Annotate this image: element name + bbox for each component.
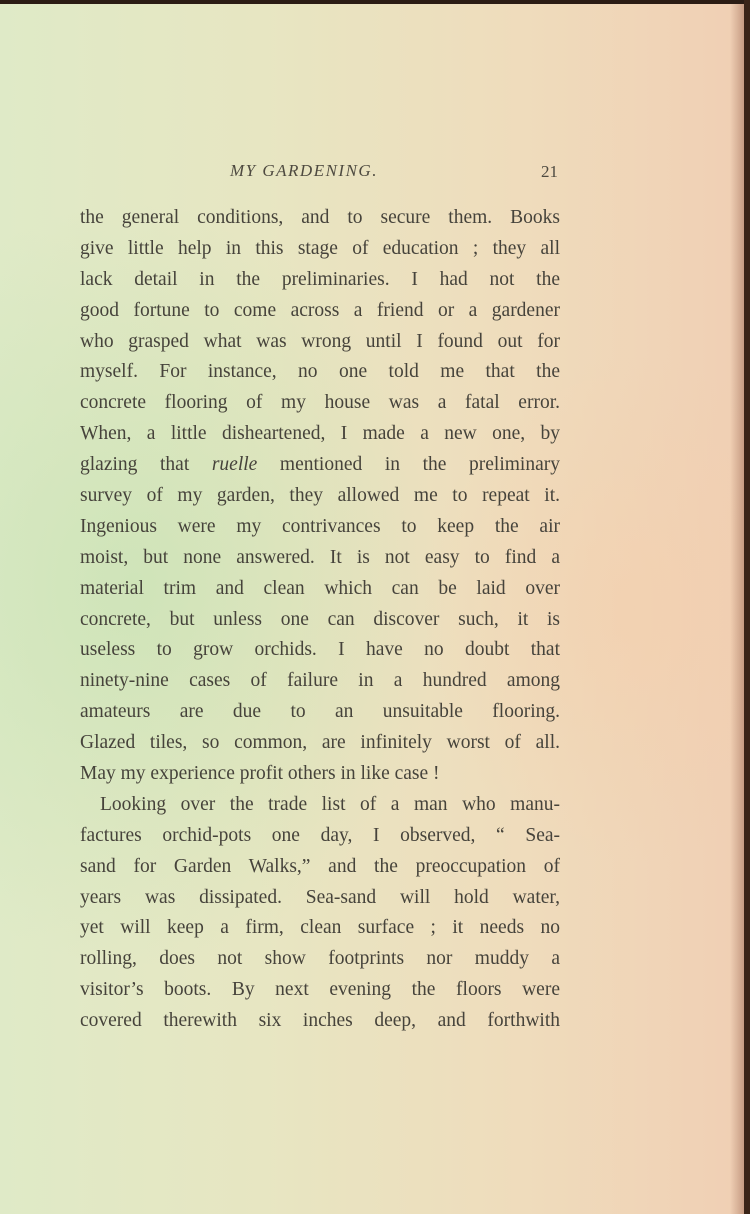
book-page bbox=[0, 4, 744, 1214]
text-line: material trim and clean which can be laid over bbox=[80, 577, 560, 599]
page-number: 21 bbox=[541, 162, 558, 181]
text-line: concrete flooring of my house was a fatal error. bbox=[80, 392, 560, 414]
text-line: useless to grow orchids. I have no doubt that bbox=[80, 639, 560, 661]
running-head bbox=[80, 161, 558, 191]
text-line: concrete, but unless one can discover such, it is bbox=[80, 608, 560, 630]
text-line: Glazed tiles, so common, are infinitely worst of all. bbox=[80, 732, 560, 754]
text-line: May my experience profit others in like case ! bbox=[80, 763, 440, 785]
text-line: yet will keep a firm, clean surface ; it needs no bbox=[80, 917, 560, 939]
body-text bbox=[80, 203, 560, 1037]
text-line: rolling, does not show footprints nor muddy a bbox=[80, 948, 560, 970]
text-line: visitor’s boots. By next evening the floors were bbox=[80, 979, 560, 1001]
italic-word: ruelle bbox=[211, 454, 258, 476]
text-line: factures orchid-pots one day, I observed, “ Sea- bbox=[80, 824, 560, 846]
text-line bbox=[80, 450, 560, 481]
text-line: moist, but none answered. It is not easy to find a bbox=[80, 546, 560, 568]
text-line: survey of my garden, they allowed me to repeat it. bbox=[80, 485, 560, 507]
text-line: amateurs are due to an unsuitable flooring. bbox=[80, 701, 560, 723]
text-line: give little help in this stage of education ; they all bbox=[80, 237, 560, 259]
book-edge bbox=[744, 0, 750, 1214]
text-line: lack detail in the preliminaries. I had not the bbox=[80, 268, 560, 290]
text-line: the general conditions, and to secure them. Books bbox=[80, 207, 560, 228]
text-line: good fortune to come across a friend or a gardener bbox=[80, 299, 560, 321]
text-line: who grasped what was wrong until I found out for bbox=[80, 330, 560, 352]
text-line: ninety-nine cases of failure in a hundred among bbox=[80, 670, 560, 692]
running-title: MY GARDENING. bbox=[230, 161, 378, 180]
text-line: Looking over the trade list of a man who manu- bbox=[100, 793, 560, 815]
text-line: Ingenious were my contrivances to keep the air bbox=[80, 515, 560, 537]
text-segment: glazing that bbox=[80, 454, 212, 476]
text-line: When, a little disheartened, I made a new one, by bbox=[80, 423, 560, 445]
text-line: years was dissipated. Sea-sand will hold water, bbox=[80, 886, 560, 908]
text-line: myself. For instance, no one told me that the bbox=[80, 361, 560, 383]
text-segment: mentioned in the preliminary bbox=[257, 454, 560, 476]
text-line: sand for Garden Walks,” and the preoccupation of bbox=[80, 855, 560, 877]
text-line: covered therewith six inches deep, and forthwith bbox=[80, 1010, 560, 1032]
